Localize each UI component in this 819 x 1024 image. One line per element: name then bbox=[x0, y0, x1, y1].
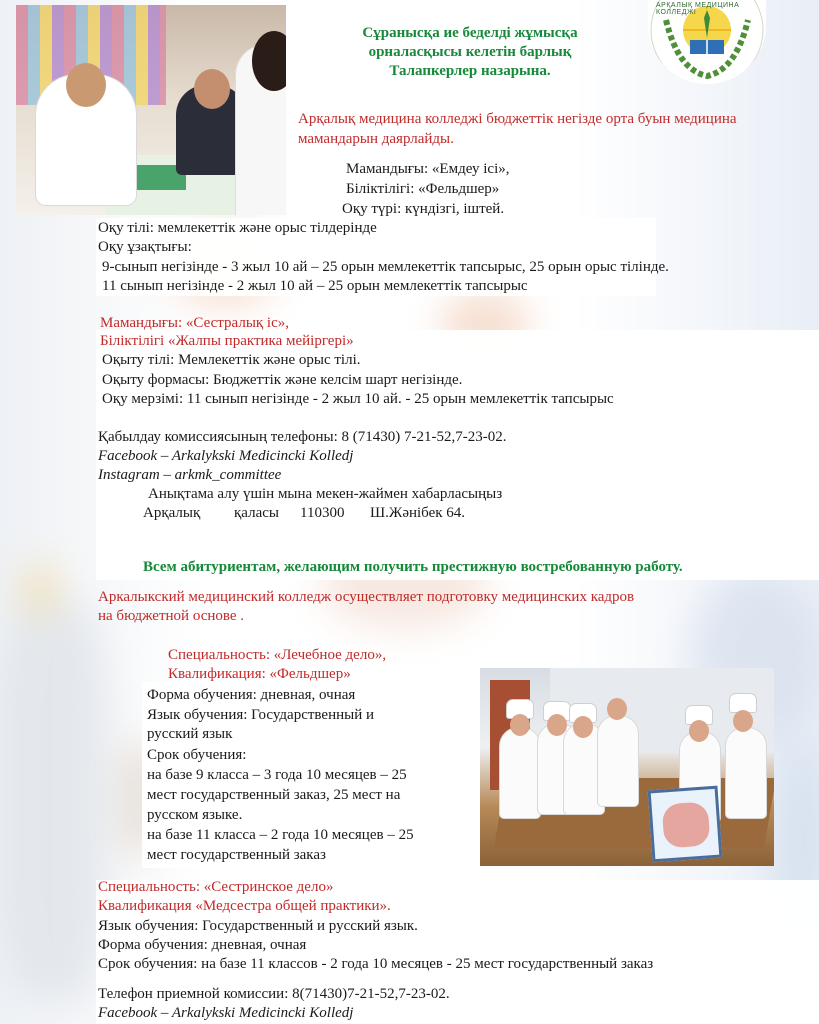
kz-spec2-form: Оқыту формасы: Бюджеттік және келсім шарт негізінде. bbox=[102, 372, 463, 388]
kz-spec1-study-type: Оқу түрі: күндізгі, іштей. bbox=[342, 201, 505, 217]
ru-spec2-specialty: Специальность: «Сестринское дело» bbox=[98, 879, 334, 895]
kz-spec1-grade9: 9-сынып негізінде - 3 жыл 10 ай – 25 орын мемлекеттік тапсырыс, 25 орын орыс тілінде. bbox=[102, 259, 669, 275]
ru-spec1-language-line2: русский язык bbox=[147, 726, 233, 742]
kz-spec1-qualification: Біліктілігі: «Фельдшер» bbox=[346, 181, 500, 197]
background-blur bbox=[20, 560, 60, 620]
kz-instagram: Instagram – arkmk_committee bbox=[98, 467, 282, 483]
ru-spec1-grade11-line1: на базе 11 класса – 2 года 10 месяцев – 25 bbox=[147, 827, 414, 843]
ru-facebook: Facebook – Arkalykski Medicincki Kolledj bbox=[98, 1005, 354, 1021]
kz-intro-line2: мамандарын даярлайды. bbox=[298, 131, 454, 147]
kz-spec1-grade11: 11 сынып негізінде - 2 жыл 10 ай – 25 орын мемлекеттік тапсырыс bbox=[102, 278, 528, 294]
ru-phone: Телефон приемной комиссии: 8(71430)7-21-52,7-23-02. bbox=[98, 986, 450, 1002]
ru-intro-line2: на бюджетной основе . bbox=[98, 608, 245, 624]
header-title-line3: Талапкерлер назарына. bbox=[389, 63, 551, 79]
ru-spec1-term-label: Срок обучения: bbox=[147, 747, 247, 763]
kz-address-street: Ш.Жәнібек 64. bbox=[370, 505, 466, 521]
ru-spec2-form: Форма обучения: дневная, очная bbox=[98, 937, 307, 953]
background-blur bbox=[0, 600, 110, 1000]
logo-text: АРҚАЛЫҚ МЕДИЦИНА КОЛЛЕДЖІ bbox=[656, 2, 740, 16]
ru-spec1-grade9-line1: на базе 9 класса – 3 года 10 месяцев – 25 bbox=[147, 767, 407, 783]
students-classroom-photo bbox=[480, 668, 774, 866]
ru-spec1-grade11-line2: мест государственный заказ bbox=[147, 847, 326, 863]
header-title-line1: Сұранысқа ие беделді жұмысқа bbox=[362, 25, 578, 41]
kz-spec1-language: Оқу тілі: мемлекеттік және орыс тілдерінде bbox=[98, 220, 377, 236]
kz-spec2-term: Оқу мерзімі: 11 сынып негізінде - 2 жыл 10 ай. - 25 орын мемлекеттік тапсырыс bbox=[102, 391, 614, 407]
kz-spec2-qualification: Біліктілігі «Жалпы практика мейіргері» bbox=[100, 333, 354, 349]
kz-address-town: қаласы bbox=[234, 505, 279, 521]
doctor-patient-photo bbox=[16, 5, 286, 215]
ru-spec1-specialty: Специальность: «Лечебное дело», bbox=[168, 647, 387, 663]
kz-address-city: Арқалық bbox=[143, 505, 201, 521]
ru-spec2-qualification: Квалификация «Медсестра общей практики». bbox=[98, 898, 391, 914]
kz-spec1-duration-label: Оқу ұзақтығы: bbox=[98, 239, 192, 255]
ru-spec1-qualification: Квалификация: «Фельдшер» bbox=[168, 666, 351, 682]
kz-spec2-language: Оқыту тілі: Мемлекеттік және орыс тілі. bbox=[102, 352, 361, 368]
kz-address-zip: 110300 bbox=[300, 505, 345, 521]
college-logo bbox=[648, 0, 766, 84]
ru-spec1-grade9-line2: мест государственный заказ, 25 мест на bbox=[147, 787, 401, 803]
ru-spec1-grade9-line3: русском языке. bbox=[147, 807, 243, 823]
kz-spec1-specialty: Мамандығы: «Емдеу ісі», bbox=[346, 161, 510, 177]
kz-spec2-specialty: Мамандығы: «Сестралық іс», bbox=[100, 315, 290, 331]
ru-intro-line1: Аркалыкский медицинский колледж осуществляет подготовку медицинских кадров bbox=[98, 589, 635, 605]
ru-spec1-language-line1: Язык обучения: Государственный и bbox=[147, 707, 375, 723]
kz-info: Анықтама алу үшін мына мекен-жаймен хабарласыңыз bbox=[148, 486, 503, 502]
kz-facebook: Facebook – Arkalykski Medicincki Kolledj bbox=[98, 448, 354, 464]
ru-header: Всем абитуриентам, желающим получить престижную востребованную работу. bbox=[143, 559, 683, 575]
ru-spec2-language: Язык обучения: Государственный и русский язык. bbox=[98, 918, 418, 934]
kz-intro-line1: Арқалық медицина колледжі бюджеттік негізде орта буын медицина bbox=[298, 111, 737, 127]
ru-spec2-term: Срок обучения: на базе 11 классов - 2 года 10 месяцев - 25 мест государственный заказ bbox=[98, 956, 654, 972]
ru-spec1-form: Форма обучения: дневная, очная bbox=[147, 687, 356, 703]
kz-phone: Қабылдау комиссиясының телефоны: 8 (71430) 7-21-52,7-23-02. bbox=[98, 429, 507, 445]
header-title-line2: орналасқысы келетін барлық bbox=[368, 44, 572, 60]
